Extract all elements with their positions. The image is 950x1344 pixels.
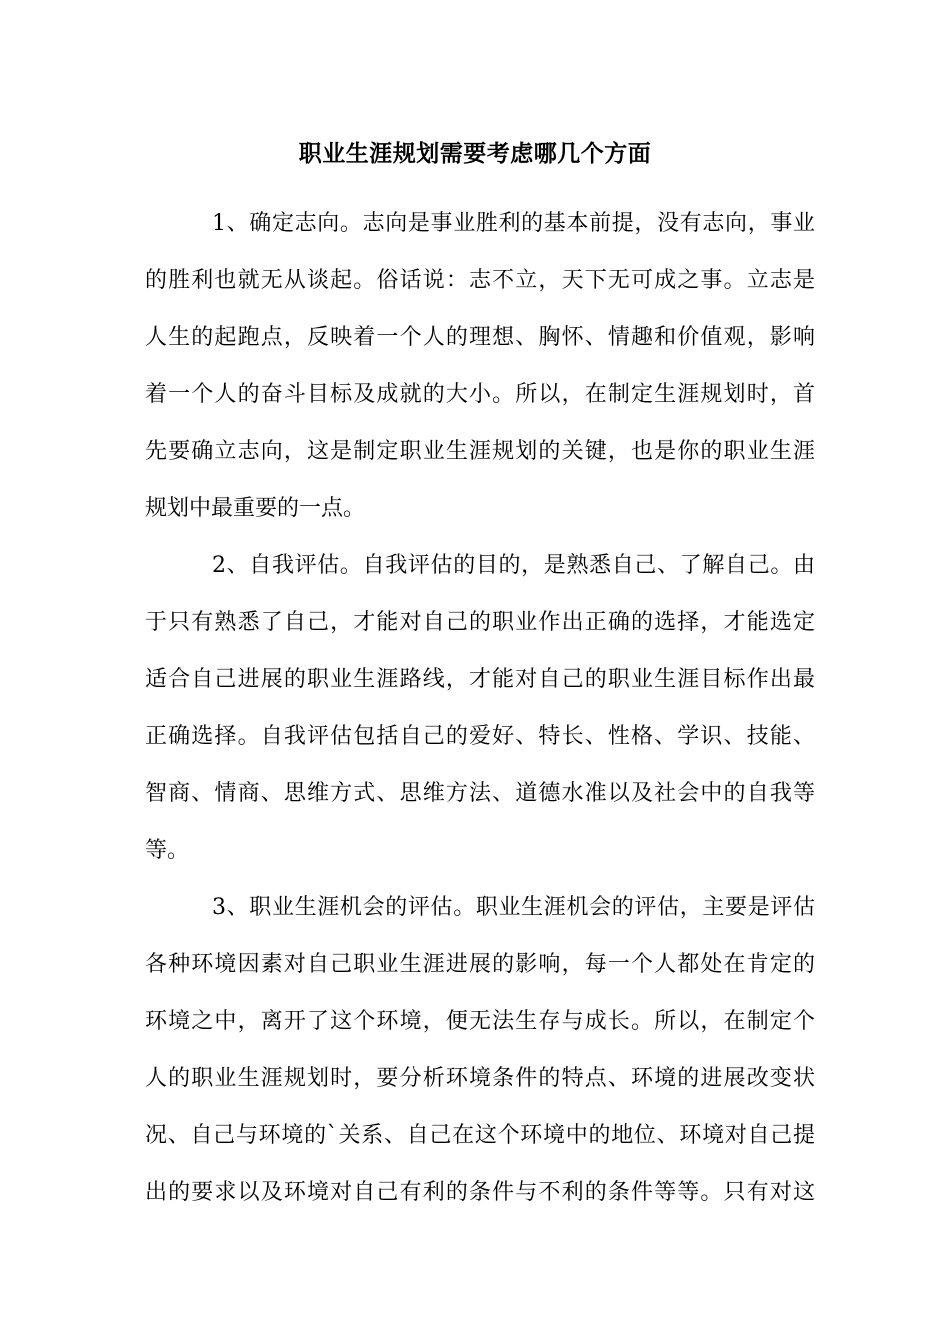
document-title: 职业生涯规划需要考虑哪几个方面: [298, 140, 652, 167]
paragraph-2-line-1: 2、自我评估。自我评估的目的，是熟悉自己、了解自己。由: [212, 553, 815, 578]
paragraph-1-line-2: 的胜利也就无从谈起。俗话说：志不立，天下无可成之事。立志是: [145, 268, 815, 293]
paragraph-1-line-4: 着一个人的奋斗目标及成就的大小。所以，在制定生涯规划时，首: [145, 382, 815, 407]
paragraph-3-line-4: 人的职业生涯规划时，要分析环境条件的特点、环境的进展改变状: [145, 1066, 815, 1091]
paragraph-3-line-2: 各种环境因素对自己职业生涯进展的影响，每一个人都处在肯定的: [145, 952, 815, 977]
paragraph-3-line-1: 3、职业生涯机会的评估。职业生涯机会的评估，主要是评估: [212, 895, 815, 920]
paragraph-1-line-3: 人生的起跑点，反映着一个人的理想、胸怀、情趣和价值观，影响: [145, 325, 815, 350]
paragraph-2-line-2: 于只有熟悉了自己，才能对自己的职业作出正确的选择，才能选定: [145, 610, 815, 635]
paragraph-1-line-5: 先要确立志向，这是制定职业生涯规划的关键，也是你的职业生涯: [145, 439, 815, 464]
paragraph-2-line-4: 正确选择。自我评估包括自己的爱好、特长、性格、学识、技能、: [145, 724, 815, 749]
paragraph-3-line-3: 环境之中，离开了这个环境，便无法生存与成长。所以，在制定个: [145, 1009, 815, 1034]
paragraph-1-line-1: 1、确定志向。志向是事业胜利的基本前提，没有志向，事业: [212, 211, 815, 236]
paragraph-3-line-5: 况、自己与环境的`关系、自己在这个环境中的地位、环境对自己提: [145, 1123, 815, 1148]
paragraph-3-line-6: 出的要求以及环境对自己有利的条件与不利的条件等等。只有对这: [145, 1180, 815, 1205]
paragraph-2-line-6: 等。: [145, 838, 190, 863]
paragraph-1-line-6: 规划中最重要的一点。: [145, 496, 366, 521]
paragraph-2-line-3: 适合自己进展的职业生涯路线，才能对自己的职业生涯目标作出最: [145, 667, 815, 692]
paragraph-2-line-5: 智商、情商、思维方式、思维方法、道德水准以及社会中的自我等: [145, 781, 815, 806]
